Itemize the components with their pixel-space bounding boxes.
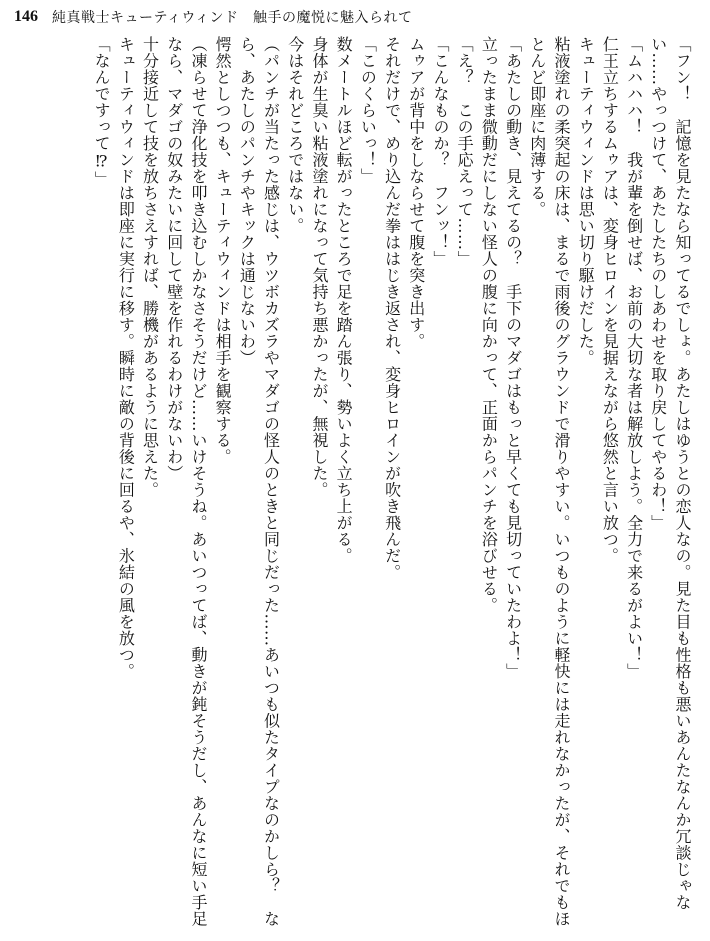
paragraph: 粘液塗れの柔突起の床は、まるで雨後のグラウンドで滑りやすい。いつものように軽快には走れなかったが、それでもほとんど即座に肉薄する。 bbox=[527, 36, 571, 927]
vertical-body-text bbox=[14, 36, 694, 932]
paragraph: 仁王立ちするムゥアは、変身ヒロインを見据えながら悠然と言い放つ。 bbox=[600, 36, 620, 564]
paragraph: （凍らせて浄化技を叩き込むしかなさそうだけど……いけそうね。あいつってば、動きが鈍そうだし、あんなに短い手足なら、マダゴの奴みたいに回して壁を作れるわけがないわ） bbox=[164, 36, 208, 927]
paragraph: （パンチが当たった感じは、ウツボカズラやマダゴの怪人のときと同じだった……あいつも似たタイプなのかしら？ なら、あたしのパンチやキックは通じないわ） bbox=[237, 36, 281, 927]
paragraph: 「あたしの動き、見えてるの？ 手下のマダゴはもっと早くても見切っていたわよ！」 bbox=[503, 36, 523, 680]
paragraph: 「え？ この手応えって……」 bbox=[455, 36, 475, 267]
paragraph: 「なんですって⁉」 bbox=[92, 36, 112, 188]
paragraph: それだけで、めり込んだ拳ははじき返され、変身ヒロインが吹き飛んだ。 bbox=[382, 36, 402, 581]
paragraph: 今はそれどころではない。 bbox=[285, 36, 305, 234]
paragraph: 愕然としつつも、キューティウィンドは相手を観察する。 bbox=[213, 36, 233, 465]
paragraph: 「このくらいっ！」 bbox=[358, 36, 378, 185]
paragraph: ムゥアが背中をしならせて腹を突き出す。 bbox=[406, 36, 426, 350]
paragraph: 十分接近して技を放ちさえすれば、勝機があるように思えた。 bbox=[140, 36, 160, 498]
page-header bbox=[14, 4, 413, 30]
paragraph: 「フン！ 記憶を見たなら知ってるでしょ。あたしはゆうとの恋人なの。見た目も性格も悪いあんたなんか冗談じゃない……やっつけて、あたしたちのしあわせを取り戻してやるわ！」 bbox=[648, 36, 692, 911]
paragraph: 立ったまま微動だにしない怪人の腹に向かって、正面からパンチを浴びせる。 bbox=[479, 36, 499, 614]
paragraph: 身体が生臭い粘液塗れになって気持ち悪かったが、無視した。 bbox=[309, 36, 329, 498]
paragraph: 「こんなものか？ フンッ！」 bbox=[430, 36, 450, 267]
paragraph: キューティウィンドは即座に実行に移す。瞬時に敵の背後に回るや、氷結の風を放つ。 bbox=[116, 36, 136, 680]
running-title: 純真戦士キューティウィンド 触手の魔悦に魅入られて bbox=[52, 10, 413, 26]
paragraph: 数メートルほど転がったところで足を踏ん張り、勢いよく立ち上がる。 bbox=[334, 36, 354, 564]
page-number: 146 bbox=[14, 8, 38, 25]
paragraph: キューティウィンドは思い切り駆けだした。 bbox=[576, 36, 596, 366]
paragraph: 「ムハハハ！ 我が輩を倒せば、お前の大切な者は解放しよう。全力で来るがよい！」 bbox=[624, 36, 644, 680]
